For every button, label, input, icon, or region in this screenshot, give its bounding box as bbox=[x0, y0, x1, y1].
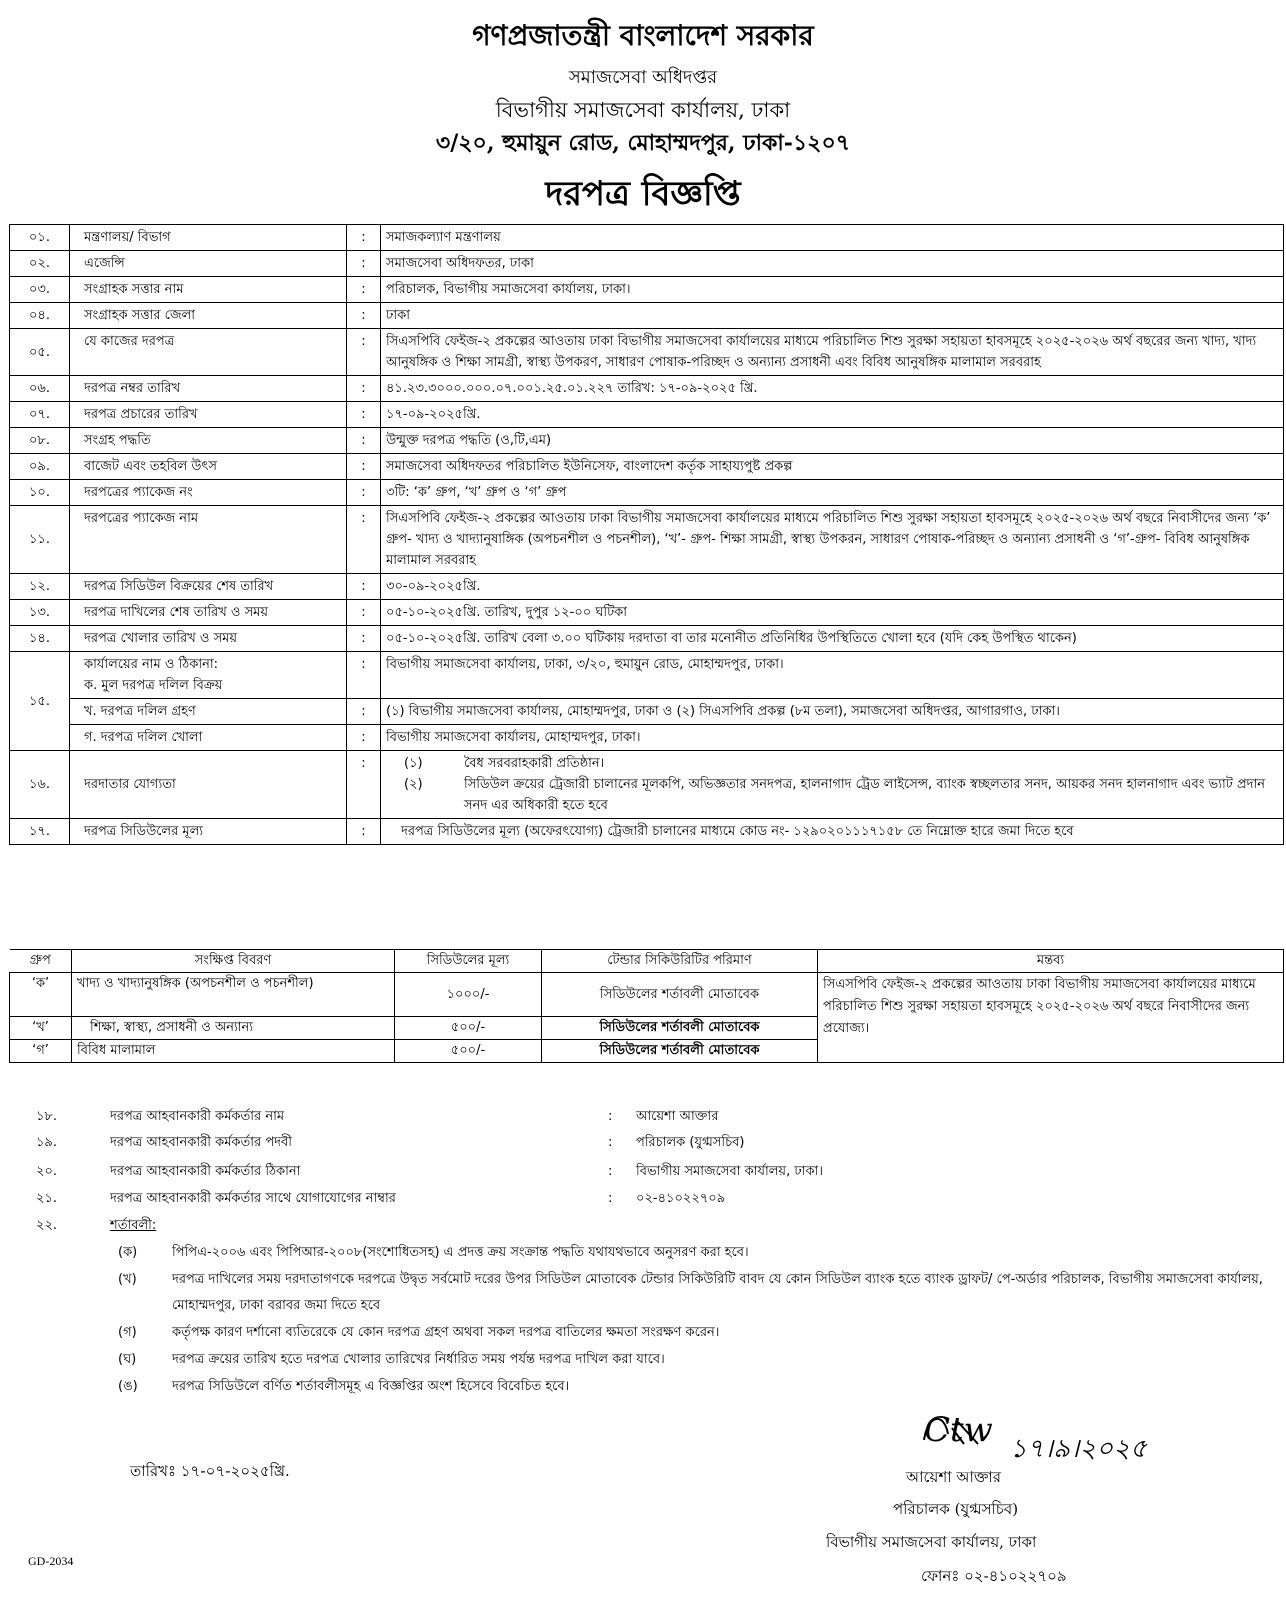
row-number: ২০. bbox=[36, 1164, 58, 1179]
signature-date: ১৭।৯।২০২৫ bbox=[1010, 1434, 1147, 1464]
fee-desc: খাদ্য ও খাদ্যানুষঙ্গিক (অপচনশীল ও পচনশীল) bbox=[72, 973, 395, 1017]
colon: : bbox=[347, 506, 381, 574]
fee-remark: সিএসপিবি ফেইজ-২ প্রকল্পের আওতায় ঢাকা বিভাগীয় সমাজসেবা কার্যালয়ের মাধ্যমে পরিচালিত শিশু সুরক্ষা সহায়তা হাবসমূহে ২০২৫-২০২৬ অর্থ বছরে নিবাসীদের জন্য প্রযোজ্য। bbox=[818, 973, 1284, 1063]
fee-price: ৫০০/- bbox=[395, 1017, 542, 1040]
row-value: সিএসপিবি ফেইজ-২ প্রকল্পের আওতায় ঢাকা বিভাগীয় সমাজসেবা কার্যালয়ের মাধ্যমে পরিচালিত শিশু সুরক্ষা সহায়তা হাবসমূহে ২০২৫-২০২৬ অর্থ বছরে নিবাসীদের জন্য ‘ক’ গ্রুপ- খাদ্য ও খাদ্যানুষাঙ্গিক (অপচনশীল ও পচনশীল), ‘খ’- গ্রুপ- শিক্ষা সামগ্রী, স্বাস্থ্য উপকরন, সাধারণ পোষাক-পরিচ্ছদ ও অন্যান্য প্রসাধনী ও ‘গ’-গ্রুপ- বিবিধ আনুষঙ্গিক মালামাল সরবরাহ bbox=[381, 506, 1284, 574]
col-security-header: টেন্ডার সিকিউরিটির পরিমাণ bbox=[542, 950, 818, 973]
row-number: ১১. bbox=[10, 506, 70, 574]
office-address: ৩/২০, হুমায়ুন রোড, মোহাম্মদপুর, ঢাকা-১২০৭ bbox=[435, 130, 851, 156]
table-row bbox=[10, 574, 1284, 600]
schedule-fee-table bbox=[9, 949, 1284, 1063]
item-number: (২) bbox=[404, 777, 423, 792]
row16-value bbox=[381, 751, 1284, 819]
colon: : bbox=[347, 329, 381, 376]
row-label: দরপত্র আহবানকারী কর্মকর্তার সাথে যোগাযোগের নাম্বার bbox=[110, 1191, 396, 1206]
colon: : bbox=[347, 626, 381, 652]
table-row bbox=[10, 725, 1284, 751]
row15-heading: কার্যালয়ের নাম ও ঠিকানা: bbox=[84, 657, 218, 672]
row-number: ১২. bbox=[10, 574, 70, 600]
row-number: ২২. bbox=[36, 1218, 58, 1233]
qualification-item bbox=[386, 774, 1278, 816]
row-value: সমাজকল্যাণ মন্ত্রণালয় bbox=[381, 225, 1284, 251]
row-label: এজেন্সি bbox=[70, 251, 347, 277]
tender-info-table bbox=[9, 224, 1284, 845]
row-number: ০৩. bbox=[10, 277, 70, 303]
colon: : bbox=[347, 574, 381, 600]
row-label: সংগ্রহ পদ্ধতি bbox=[70, 428, 347, 454]
item-number: (১) bbox=[404, 756, 423, 771]
office-name: বিভাগীয় সমাজসেবা কার্যালয়, ঢাকা bbox=[495, 98, 791, 122]
condition-number: (ক) bbox=[118, 1245, 138, 1260]
row-label: দরপত্র দাখিলের শেষ তারিখ ও সময় bbox=[70, 600, 347, 626]
row-value: ০৫-১০-২০২৫খ্রি. তারিখ, দুপুর ১২-০০ ঘটিকা bbox=[381, 600, 1284, 626]
table-row bbox=[10, 251, 1284, 277]
row-label: দরপত্র নম্বর তারিখ bbox=[70, 376, 347, 402]
table-header-row bbox=[10, 950, 1284, 973]
table-row bbox=[10, 402, 1284, 428]
table-row bbox=[10, 973, 1284, 1017]
row-number: ১৬. bbox=[10, 751, 70, 819]
page-title: দরপত্র বিজ্ঞপ্তি bbox=[545, 174, 741, 214]
signatory-office: বিভাগীয় সমাজসেবা কার্যালয়, ঢাকা bbox=[826, 1533, 1037, 1551]
condition-text: কর্তৃপক্ষ কারণ দর্শানো ব্যতিরেকে যে কোন দরপত্র গ্রহণ অথবা সকল দরপত্র বাতিলের ক্ষমতা সংরক্ষণ করেন। bbox=[172, 1325, 720, 1340]
table-row bbox=[10, 652, 1284, 699]
table-row bbox=[10, 480, 1284, 506]
table-row bbox=[10, 277, 1284, 303]
department-name: সমাজসেবা অধিদপ্তর bbox=[568, 67, 718, 88]
col-price-header: সিডিউলের মূল্য bbox=[395, 950, 542, 973]
fee-group: ‘ক’ bbox=[10, 973, 72, 1017]
table-row bbox=[10, 600, 1284, 626]
row-value: উন্মুক্ত দরপত্র পদ্ধতি (ও,টি,এম) bbox=[381, 428, 1284, 454]
colon: : bbox=[347, 480, 381, 506]
row-number: ০৮. bbox=[10, 428, 70, 454]
row-value: ৪১.২৩.৩০০০.০০০.০৭.০০১.২৫.০১.২২৭ তারিখ: ১৭-০৯-২০২৫ খ্রি. bbox=[381, 376, 1284, 402]
col-group-header: গ্রুপ bbox=[10, 950, 72, 973]
colon: : bbox=[347, 454, 381, 480]
colon: : bbox=[347, 251, 381, 277]
row-number: ০৯. bbox=[10, 454, 70, 480]
row15-c-label: গ. দরপত্র দলিল খোলা bbox=[70, 725, 347, 751]
table-row bbox=[10, 376, 1284, 402]
condition-text: দরপত্র ক্রয়ের তারিখ হতে দরপত্র খোলার তারিখের নির্ধারিত সময় পর্যন্ত দরপত্র দাখিল করা যাবে। bbox=[172, 1352, 665, 1367]
row-number: ১০. bbox=[10, 480, 70, 506]
row-number: ০৪. bbox=[10, 303, 70, 329]
row-value: ১৭-০৯-২০২৫খ্রি. bbox=[381, 402, 1284, 428]
row-value: সিএসপিবি ফেইজ-২ প্রকল্পের আওতায় ঢাকা বিভাগীয় সমাজসেবা কার্যালয়ের মাধ্যমে পরিচালিত শিশু সুরক্ষা সহায়তা হাবসমূহে ২০২৫-২০২৬ অর্থ বছরের জন্য খাদ্য, খাদ্য আনুষঙ্গিক ও শিক্ষা সামগ্রী, স্বাস্থ্য উপকরণ, সাধারণ পোষাক-পরিচ্ছদ ও অন্যান্য প্রসাধনী এবং বিবিধ আনুষঙ্গিক মালামাল সরবরাহ bbox=[381, 329, 1284, 376]
row-value: ৩টি: ‘ক’ গ্রুপ, ‘খ’ গ্রুপ ও ‘গ’ গ্রুপ bbox=[381, 480, 1284, 506]
col-desc-header: সংক্ষিপ্ত বিবরণ bbox=[72, 950, 395, 973]
row-value: ০৫-১০-২০২৫খ্রি. তারিখ বেলা ৩.০০ ঘটিকায় দরদাতা বা তার মনোনীত প্রতিনিধির উপস্থিতিতে খোলা হবে (যদি কেহ উপস্থিত থাকেন) bbox=[381, 626, 1284, 652]
colon: : bbox=[347, 402, 381, 428]
row-value: ৩০-০৯-২০২৫খ্রি. bbox=[381, 574, 1284, 600]
row-number: ১৯. bbox=[36, 1135, 58, 1150]
row-value: সমাজসেবা অধিদফতর পরিচালিত ইউনিসেফ, বাংলাদেশ কর্তৃক সাহায্যপুষ্ট প্রকল্প bbox=[381, 454, 1284, 480]
table-row bbox=[10, 819, 1284, 845]
condition-number: (খ) bbox=[118, 1272, 137, 1287]
row-number: ০৫. bbox=[10, 329, 70, 376]
fee-price: ৫০০/- bbox=[395, 1040, 542, 1063]
table-row bbox=[10, 329, 1284, 376]
row-number: ০৬. bbox=[10, 376, 70, 402]
condition-number: (ঙ) bbox=[118, 1379, 138, 1394]
row-label: দরপত্র আহবানকারী কর্মকর্তার পদবী bbox=[110, 1135, 292, 1150]
row-value: ঢাকা bbox=[381, 303, 1284, 329]
row15-a-value: বিভাগীয় সমাজসেবা কার্যালয়, ঢাকা, ৩/২০, হুমায়ুন রোড, মোহাম্মদপুর, ঢাকা। bbox=[381, 652, 1284, 699]
colon: : bbox=[347, 376, 381, 402]
colon: : bbox=[347, 600, 381, 626]
row-number: ১৪. bbox=[10, 626, 70, 652]
row15-a-label: ক. মুল দরপত্র দলিল বিক্রয় bbox=[84, 678, 223, 693]
colon: : bbox=[347, 428, 381, 454]
table-row bbox=[10, 699, 1284, 725]
notice-date: তারিখঃ ১৭-০৭-২০২৫খ্রি. bbox=[130, 1462, 290, 1480]
fee-security: সিডিউলের শর্তাবলী মোতাবেক bbox=[542, 973, 818, 1017]
colon: : bbox=[608, 1135, 613, 1150]
row-number: ১৫. bbox=[10, 652, 70, 751]
officer-name: আয়েশা আক্তার bbox=[636, 1109, 719, 1124]
row-label: যে কাজের দরপত্র bbox=[70, 329, 347, 376]
row-label: সংগ্রাহক সত্তার নাম bbox=[70, 277, 347, 303]
row17-value: দরপত্র সিডিউলের মূল্য (অফেরৎযোগ্য) ট্রেজারী চালানের মাধ্যমে কোড নং- ১২৯০২০১১১৭১৫৮ তে নিম্নোক্ত হারে জমা দিতে হবে bbox=[381, 819, 1284, 845]
officer-address: বিভাগীয় সমাজসেবা কার্যালয়, ঢাকা। bbox=[636, 1164, 823, 1179]
table-row bbox=[10, 626, 1284, 652]
row-label bbox=[70, 652, 347, 699]
row-label: মন্ত্রণালয়/ বিভাগ bbox=[70, 225, 347, 251]
row-label: দরদাতার যোগ্যতা bbox=[70, 751, 347, 819]
table-row bbox=[10, 303, 1284, 329]
row-label: দরপত্র সিডিউলের মূল্য bbox=[70, 819, 347, 845]
table-row bbox=[10, 751, 1284, 819]
signatory-phone: ফোনঃ ০২-৪১০২২৭০৯ bbox=[921, 1567, 1067, 1585]
condition-text: দরপত্র সিডিউলে বর্ণিত শর্তাবলীসমূহ এ বিজ্ঞপ্তির অংশ হিসেবে বিবেচিত হবে। bbox=[172, 1379, 570, 1394]
table-row bbox=[10, 225, 1284, 251]
row-number: ২১. bbox=[36, 1191, 58, 1206]
colon: : bbox=[347, 652, 381, 699]
conditions-heading: শর্তাবলী: bbox=[110, 1218, 157, 1233]
row-label: দরপত্র আহবানকারী কর্মকর্তার নাম bbox=[110, 1109, 285, 1124]
row-label: দরপত্রের প্যাকেজ নাম bbox=[70, 506, 347, 574]
condition-number: (গ) bbox=[118, 1325, 137, 1340]
row-label: বাজেট এবং তহবিল উৎস bbox=[70, 454, 347, 480]
fee-security: সিডিউলের শর্তাবলী মোতাবেক bbox=[542, 1040, 818, 1063]
fee-group: ‘খ’ bbox=[10, 1017, 72, 1040]
fee-security: সিডিউলের শর্তাবলী মোতাবেক bbox=[542, 1017, 818, 1040]
colon: : bbox=[608, 1109, 613, 1124]
row-label: দরপত্রের প্যাকেজ নং bbox=[70, 480, 347, 506]
row-label: দরপত্র সিডিউল বিক্রয়ের শেষ তারিখ bbox=[70, 574, 347, 600]
row-label: দরপত্র খোলার তারিখ ও সময় bbox=[70, 626, 347, 652]
document-code: GD-2034 bbox=[28, 1554, 74, 1568]
officer-phone: ০২-৪১০২২৭০৯ bbox=[636, 1191, 726, 1206]
row-number: ০২. bbox=[10, 251, 70, 277]
row-number: ১৭. bbox=[10, 819, 70, 845]
row-label: দরপত্র আহবানকারী কর্মকর্তার ঠিকানা bbox=[110, 1164, 301, 1179]
fee-desc: বিবিধ মালামাল bbox=[72, 1040, 395, 1063]
government-name: গণপ্রজাতন্ত্রী বাংলাদেশ সরকার bbox=[472, 19, 814, 52]
row15-b-label: খ. দরপত্র দলিল গ্রহণ bbox=[70, 699, 347, 725]
signatory-name: আয়েশা আক্তার bbox=[906, 1468, 1002, 1486]
table-row bbox=[10, 428, 1284, 454]
row-label: দরপত্র প্রচারের তারিখ bbox=[70, 402, 347, 428]
fee-price: ১০০০/- bbox=[395, 973, 542, 1017]
fee-desc: শিক্ষা, স্বাস্থ্য, প্রসাধনী ও অন্যান্য bbox=[72, 1017, 395, 1040]
colon: : bbox=[347, 225, 381, 251]
qualification-item bbox=[386, 753, 1278, 774]
colon: : bbox=[347, 699, 381, 725]
colon: : bbox=[347, 277, 381, 303]
colon: : bbox=[347, 819, 381, 845]
row-label: সংগ্রাহক সত্তার জেলা bbox=[70, 303, 347, 329]
fee-group: ‘গ’ bbox=[10, 1040, 72, 1063]
condition-text: দরপত্র দাখিলের সময় দরদাতাগণকে দরপত্রে উদ্বৃত সর্বমোট দরের উপর সিডিউল মোতাবেক টেন্ডার সিকিউরিটি বাবদ যে কোন সিডিউল ব্যাংক হতে ব্যাংক ড্রাফট/ পে-অর্ডার পরিচালক, বিভাগীয় সমাজসেবা কার্যালয়, মোহাম্মদপুর, ঢাকা বরাবর জমা দিতে হবে bbox=[172, 1272, 1263, 1313]
item-text: সিডিউল ক্রয়ের ট্রেজারী চালানের মূলকপি, অভিজ্ঞতার সনদপত্র, হালনাগাদ ট্রেড লাইসেন্স, ব্যাংক স্বচ্ছলতার সনদ, আয়কর সনদ হালনাগাদ এবং ভ্যাট প্রদান সনদ এর অধিকারী হতে হবে bbox=[464, 777, 1266, 813]
officer-designation: পরিচালক (যুগ্মসচিব) bbox=[636, 1135, 745, 1150]
row-value: পরিচালক, বিভাগীয় সমাজসেবা কার্যালয়, ঢাকা। bbox=[381, 277, 1284, 303]
colon: : bbox=[347, 751, 381, 819]
colon: : bbox=[608, 1191, 613, 1206]
signature-scribble: Ctw bbox=[924, 1410, 993, 1450]
row-number: ১৮. bbox=[36, 1109, 58, 1124]
row-number: ১৩. bbox=[10, 600, 70, 626]
signatory-designation: পরিচালক (যুগ্মসচিব) bbox=[893, 1500, 1019, 1518]
signature-stroke bbox=[918, 1404, 1018, 1454]
row-number: ০১. bbox=[10, 225, 70, 251]
condition-number: (ঘ) bbox=[118, 1352, 137, 1367]
table-row bbox=[10, 454, 1284, 480]
row15-b-value: (১) বিভাগীয় সমাজসেবা কার্যালয়, মোহাম্মদপুর, ঢাকা ও (২) সিএসপিবি প্রকল্প (৮ম তলা), সমাজসেবা অধিদপ্তর, আগারগাও, ঢাকা। bbox=[381, 699, 1284, 725]
table-row bbox=[10, 506, 1284, 574]
colon: : bbox=[347, 725, 381, 751]
row-value: সমাজসেবা অধিদফতর, ঢাকা bbox=[381, 251, 1284, 277]
colon: : bbox=[608, 1164, 613, 1179]
row15-c-value: বিভাগীয় সমাজসেবা কার্যালয়, মোহাম্মদপুর, ঢাকা। bbox=[381, 725, 1284, 751]
colon: : bbox=[347, 303, 381, 329]
condition-text: পিপিএ-২০০৬ এবং পিপিআর-২০০৮(সংশোধিতসহ) এ প্রদত্ত ক্রয় সংক্রান্ত পদ্ধতি যথাযথভাবে অনুসরণ করা হবে। bbox=[172, 1245, 749, 1260]
col-remark-header: মন্তব্য bbox=[818, 950, 1284, 973]
item-text: বৈধ সরবরাহকারী প্রতিষ্ঠান। bbox=[464, 756, 605, 771]
row-number: ০৭. bbox=[10, 402, 70, 428]
